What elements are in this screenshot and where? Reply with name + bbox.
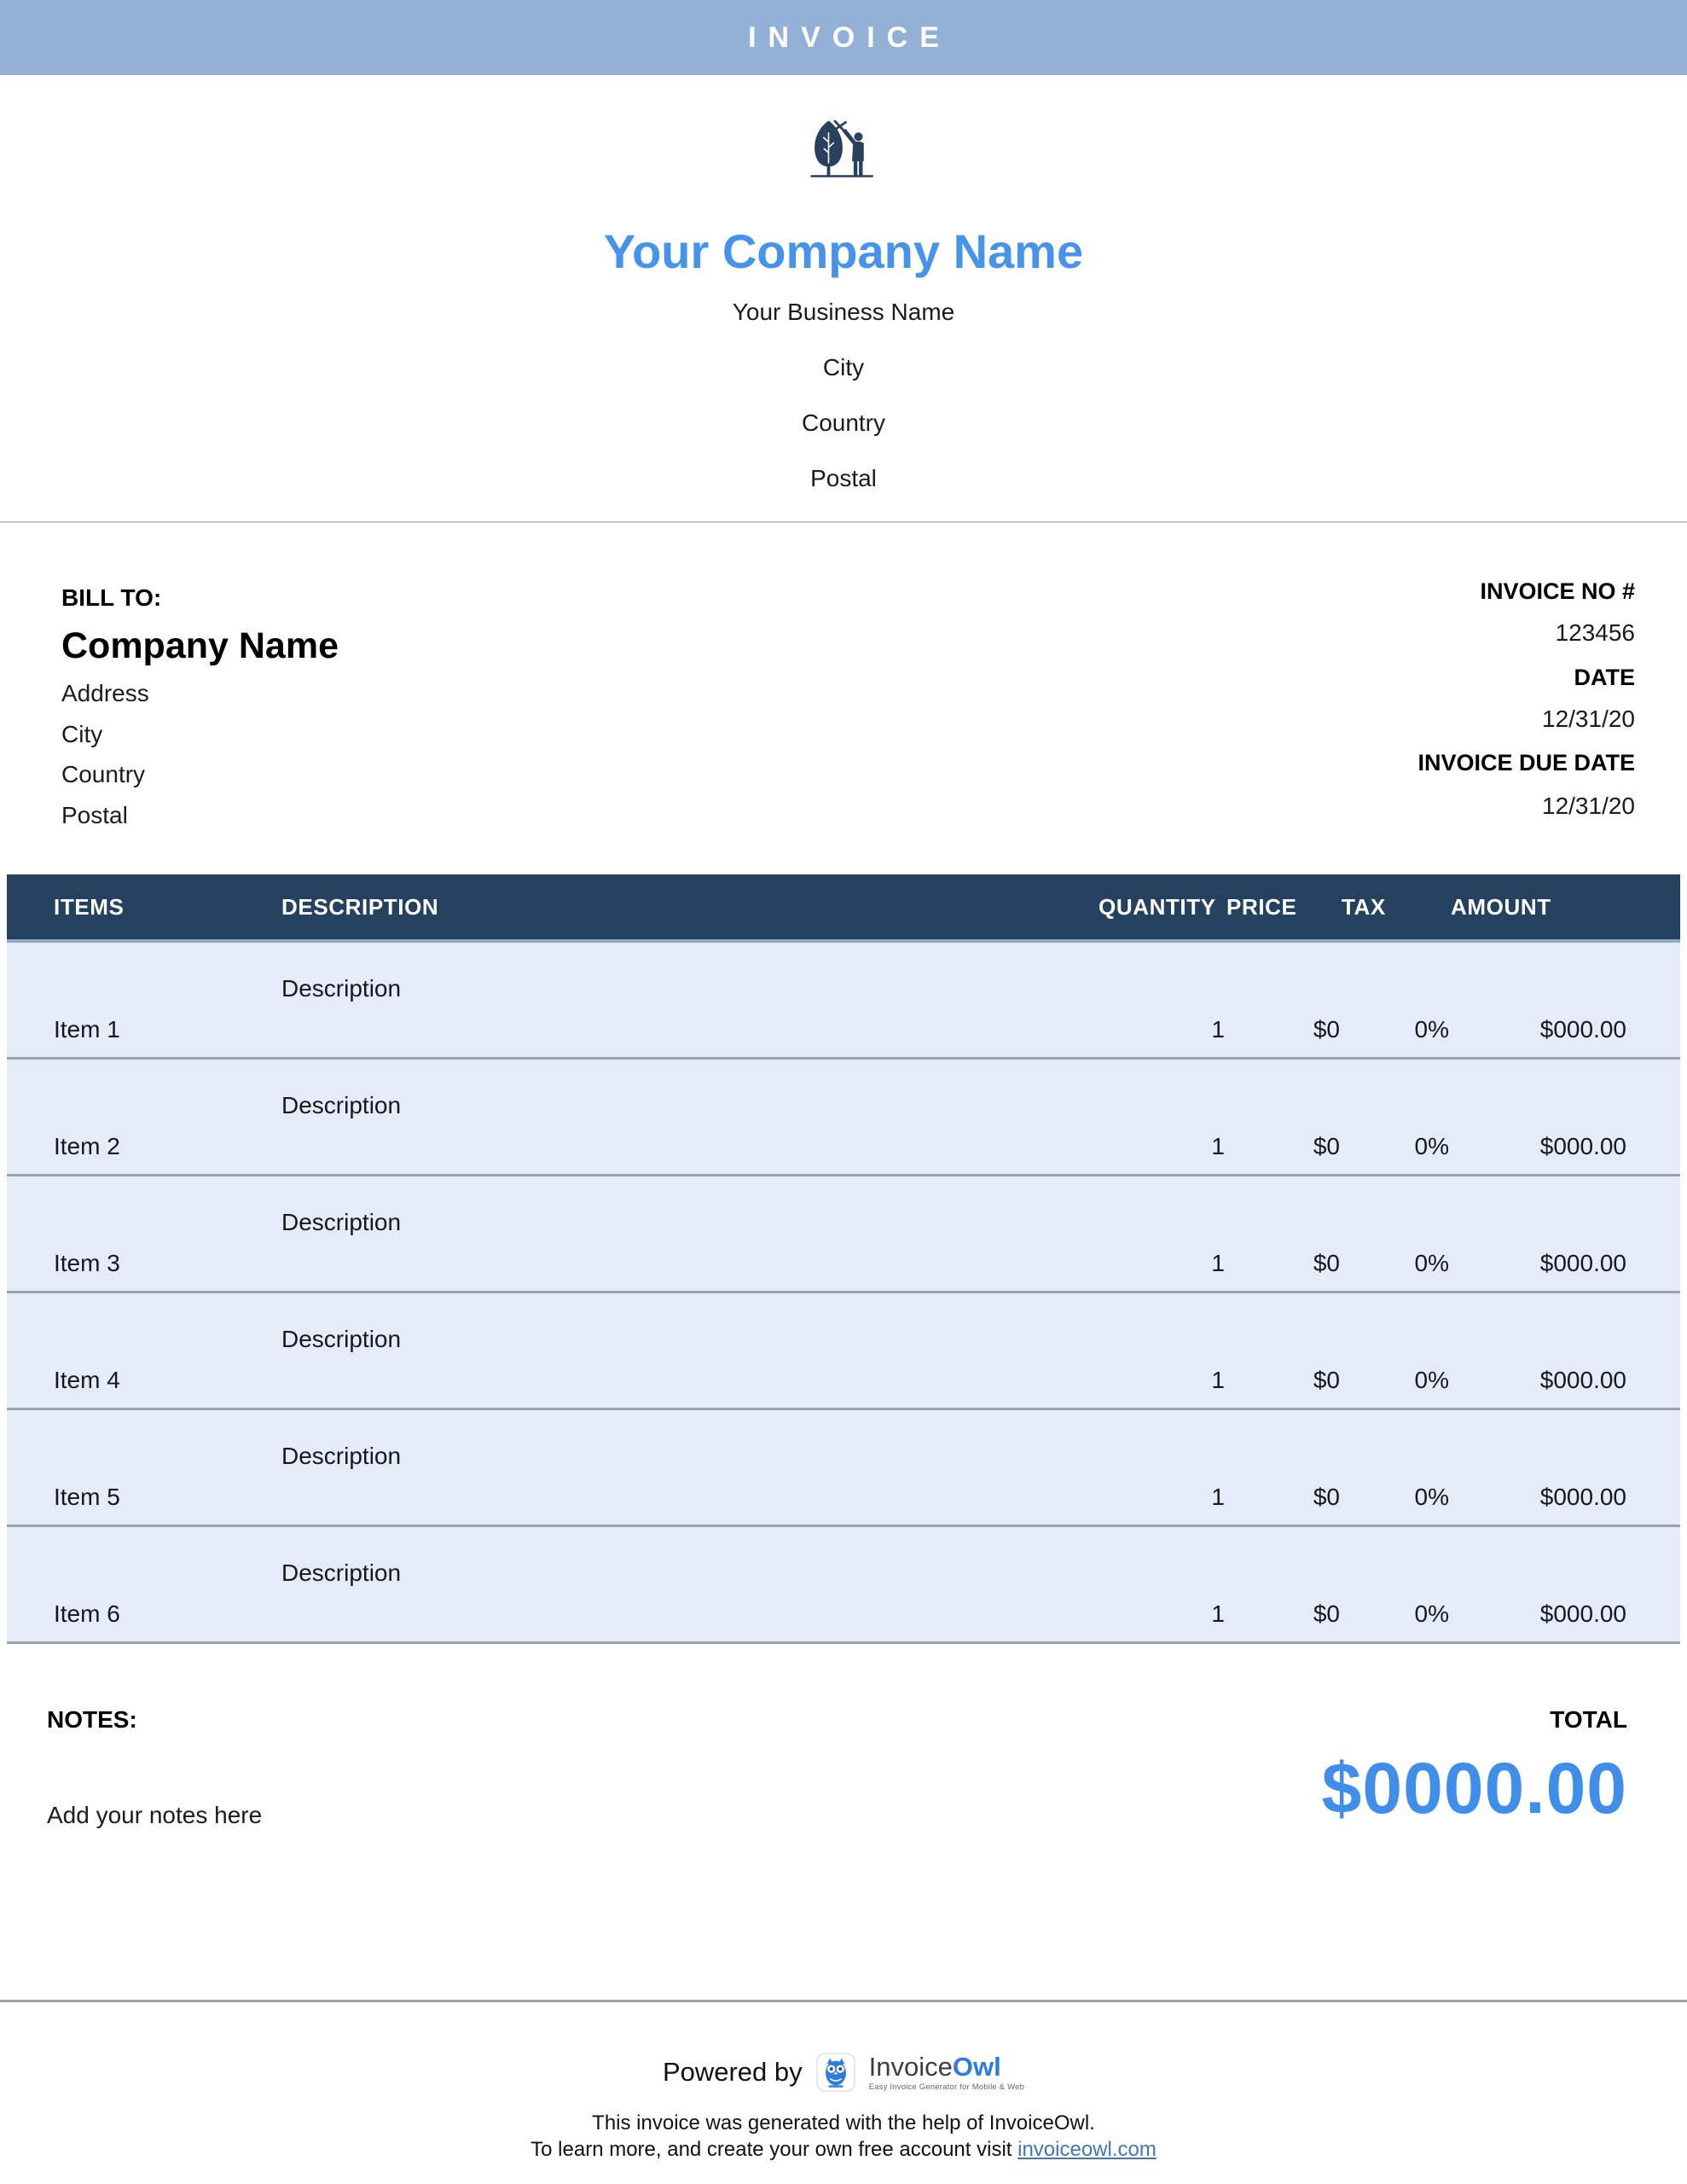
invoiceowl-wordmark — [869, 2053, 1024, 2092]
item-price: $0 — [1226, 1058, 1341, 1175]
item-tax: 0% — [1341, 941, 1450, 1058]
footer-learn-more-text: To learn more, and create your own free account visit — [530, 2138, 1018, 2161]
item-price: $0 — [1226, 1409, 1341, 1525]
footer-learn-more — [0, 2138, 1687, 2162]
invoiceowl-link[interactable]: invoiceowl.com — [1017, 2138, 1157, 2161]
powered-by-row — [0, 2053, 1687, 2092]
invoice-date-label: DATE — [1574, 665, 1635, 690]
table-row — [7, 1058, 1680, 1175]
item-description: Description — [237, 941, 1098, 1058]
item-quantity: 1 — [1098, 941, 1226, 1058]
bill-to-label: BILL TO: — [61, 584, 162, 611]
item-tax: 0% — [1341, 1175, 1450, 1292]
notes-text: Add your notes here — [47, 1802, 263, 1828]
invoice-no-label: INVOICE NO # — [1480, 578, 1635, 604]
col-header-amount: AMOUNT — [1450, 874, 1680, 941]
item-name: Item 6 — [7, 1525, 237, 1642]
item-description: Description — [237, 1409, 1098, 1525]
invoice-due-date-value: 12/31/20 — [1542, 793, 1635, 819]
powered-by-label: Powered by — [662, 2057, 803, 2087]
footer-generated-note: This invoice was generated with the help of InvoiceOwl. — [592, 2111, 1095, 2135]
notes-label: NOTES: — [47, 1706, 137, 1733]
invoice-due-date-label: INVOICE DUE DATE — [1417, 750, 1635, 775]
bill-to-postal: Postal — [61, 802, 128, 828]
bill-to-country: Country — [61, 761, 146, 787]
item-quantity: 1 — [1098, 1409, 1226, 1525]
company-name: Your Company Name — [603, 224, 1084, 278]
col-header-tax: TAX — [1341, 874, 1450, 941]
tree-pruning-logo-icon — [801, 116, 886, 183]
company-country: Country — [801, 410, 886, 436]
tree-pruning-icon — [801, 116, 886, 181]
item-name: Item 2 — [7, 1058, 237, 1175]
item-price: $0 — [1226, 1175, 1341, 1292]
item-quantity: 1 — [1098, 1175, 1226, 1292]
col-header-quantity: QUANTITY — [1098, 874, 1226, 941]
table-row — [7, 1292, 1680, 1409]
item-amount: $000.00 — [1450, 1409, 1680, 1525]
item-name: Item 5 — [7, 1409, 237, 1525]
item-price: $0 — [1226, 1292, 1341, 1409]
table-row — [7, 941, 1680, 1058]
item-quantity: 1 — [1098, 1292, 1226, 1409]
items-table-header-row — [7, 874, 1680, 941]
col-header-description: DESCRIPTION — [237, 874, 1098, 941]
table-row — [7, 1175, 1680, 1292]
item-description: Description — [237, 1058, 1098, 1175]
item-amount: $000.00 — [1450, 1292, 1680, 1409]
invoiceowl-owl-icon — [816, 2053, 855, 2092]
invoice-date-value: 12/31/20 — [1542, 706, 1635, 732]
invoiceowl-tagline: Easy Invoice Generator for Mobile & Web — [868, 2082, 1025, 2092]
company-postal: Postal — [810, 465, 877, 491]
items-table — [7, 874, 1680, 1644]
company-business-name: Your Business Name — [732, 299, 955, 325]
item-tax: 0% — [1341, 1292, 1450, 1409]
item-tax: 0% — [1341, 1058, 1450, 1175]
invoice-no-value: 123456 — [1555, 619, 1635, 646]
total-label: TOTAL — [1550, 1706, 1627, 1733]
item-name: Item 3 — [7, 1175, 237, 1292]
company-city: City — [822, 354, 865, 380]
bill-to-city: City — [61, 721, 103, 747]
invoiceowl-wordmark-owl: Owl — [952, 2051, 1001, 2082]
item-amount: $000.00 — [1450, 1058, 1680, 1175]
invoice-banner — [0, 0, 1687, 75]
item-name: Item 1 — [7, 941, 237, 1058]
item-amount: $000.00 — [1450, 941, 1680, 1058]
item-name: Item 4 — [7, 1292, 237, 1409]
col-header-items: ITEMS — [7, 874, 237, 941]
invoice-banner-title: INVOICE — [748, 20, 951, 54]
total-value: $0000.00 — [1321, 1748, 1627, 1828]
divider-top — [0, 521, 1687, 523]
item-description: Description — [237, 1292, 1098, 1409]
item-price: $0 — [1226, 1525, 1341, 1642]
divider-bottom — [0, 2000, 1687, 2002]
item-quantity: 1 — [1098, 1525, 1226, 1642]
item-description: Description — [237, 1175, 1098, 1292]
col-header-price: PRICE — [1226, 874, 1341, 941]
item-amount: $000.00 — [1450, 1175, 1680, 1292]
item-tax: 0% — [1341, 1409, 1450, 1525]
item-quantity: 1 — [1098, 1058, 1226, 1175]
bill-to-address: Address — [61, 680, 149, 706]
invoiceowl-wordmark-invoice: Invoice — [868, 2051, 953, 2082]
table-row — [7, 1409, 1680, 1525]
item-description: Description — [237, 1525, 1098, 1642]
item-amount: $000.00 — [1450, 1525, 1680, 1642]
item-tax: 0% — [1341, 1525, 1450, 1642]
bill-to-company-name: Company Name — [61, 625, 339, 666]
item-price: $0 — [1226, 941, 1341, 1058]
table-row — [7, 1525, 1680, 1642]
